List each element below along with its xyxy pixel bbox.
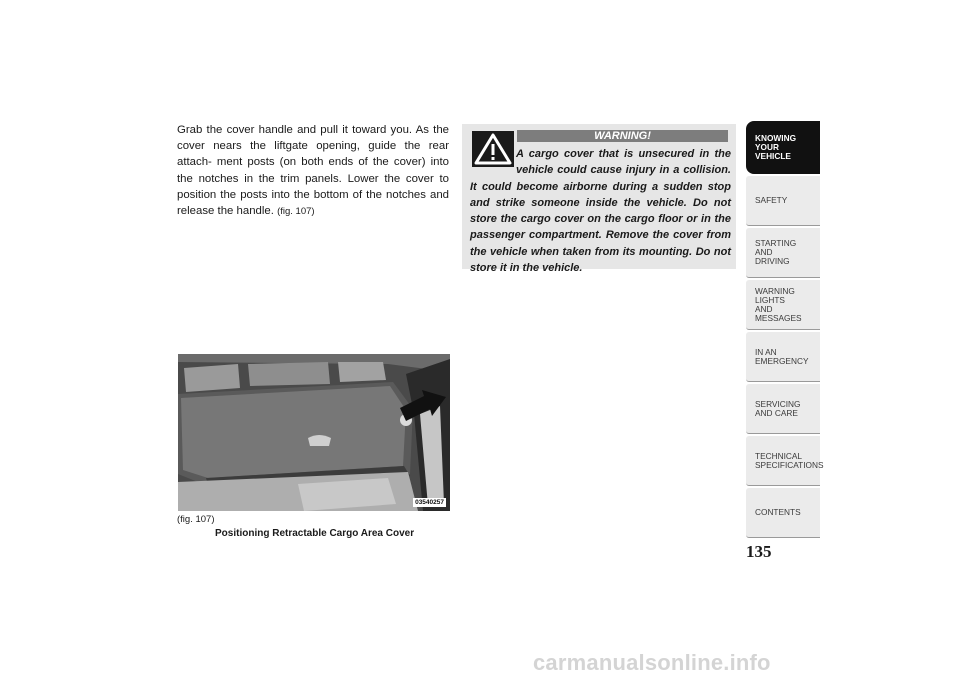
tab-warning-lights-and-messages[interactable]: WARNING LIGHTS AND MESSAGES — [746, 280, 820, 330]
fig-reference: (fig. 107) — [277, 206, 315, 218]
warning-text — [470, 146, 731, 276]
tab-contents[interactable]: CONTENTS — [746, 488, 820, 538]
tab-in-an-emergency[interactable]: IN AN EMERGENCY — [746, 332, 820, 382]
body-paragraph-text: Grab the cover handle and pull it toward you. As the cover nears the liftgate opening, guide the rear attach- ment posts (on both ends of the cover) into the notches in the trim panels. Lower the cover to position the posts into the bottom of the notches and release the handle. — [177, 124, 449, 218]
tab-starting-and-driving[interactable]: STARTING AND DRIVING — [746, 228, 820, 278]
figure-caption: Positioning Retractable Cargo Area Cover — [215, 528, 415, 539]
tab-safety[interactable]: SAFETY — [746, 176, 820, 226]
page-number: 135 — [746, 542, 772, 561]
warning-box — [462, 124, 736, 275]
warning-text-content: A cargo cover that is unsecured in the vehicle could cause injury in a collision. It could become airborne during a sudden stop and strike someone inside the vehicle. Do not store the cargo cover on the cargo floor or in the passenger compartment. Remove the cover from the vehicle when taken from its mounting. Do not store it in the vehicle. — [470, 148, 731, 275]
tab-technical-specifications[interactable]: TECHNICAL SPECIFICATIONS — [746, 436, 820, 486]
watermark: carmanualsonline.info — [533, 650, 771, 675]
warning-title: WARNING! — [517, 130, 728, 142]
cargo-cover-photo — [178, 354, 450, 511]
figure-code: 03540257 — [415, 499, 444, 506]
figure-label: (fig. 107) — [177, 514, 215, 525]
tab-servicing-and-care[interactable]: SERVICING AND CARE — [746, 384, 820, 434]
cargo-cover-illustration — [178, 354, 450, 511]
tab-knowing-your-vehicle[interactable]: KNOWING YOUR VEHICLE — [746, 121, 820, 174]
body-paragraph — [177, 122, 449, 220]
